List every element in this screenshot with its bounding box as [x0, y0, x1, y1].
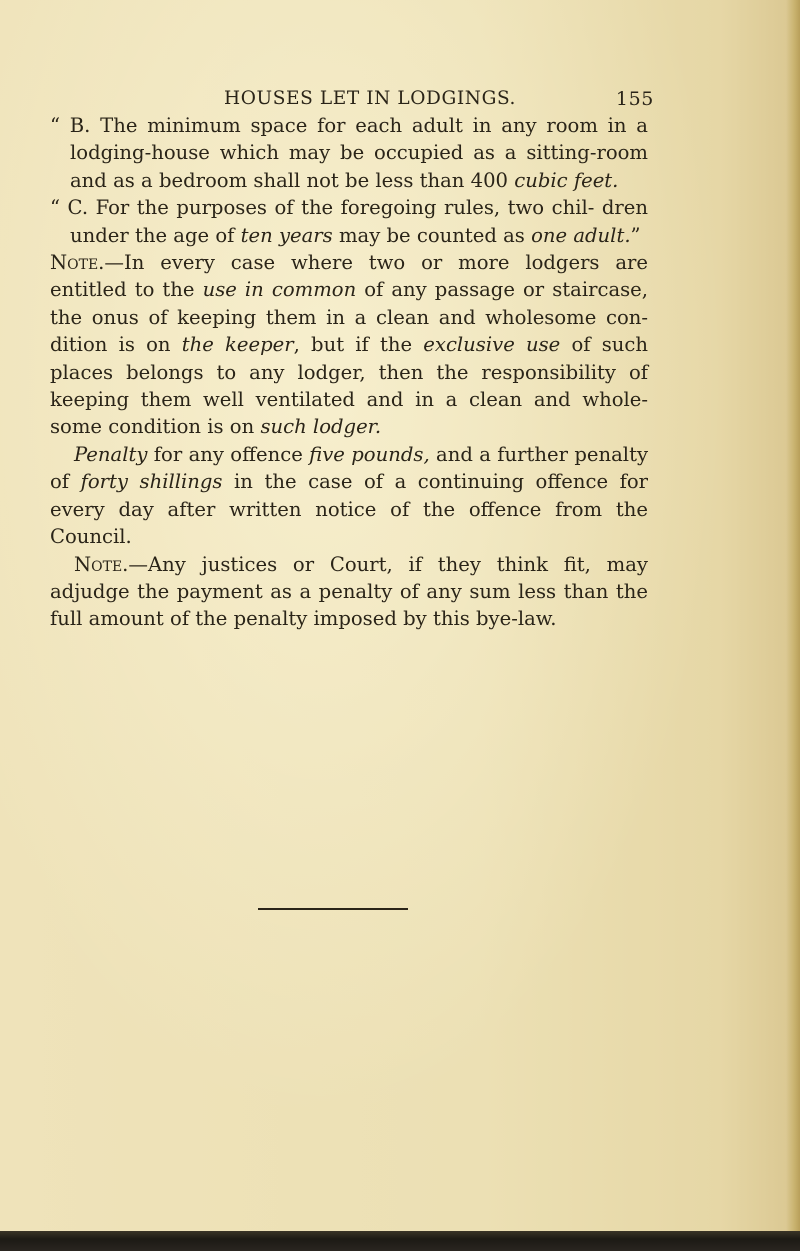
note-emphasis: use in common [202, 278, 357, 302]
scan-bottom-edge [0, 1231, 800, 1251]
paragraph-rule-b [50, 112, 648, 194]
page-edge [786, 0, 800, 1251]
end-rule [258, 908, 408, 910]
rule-b-emphasis: cubic feet. [514, 168, 619, 192]
note-label: Note. [74, 552, 129, 576]
note-emphasis: exclusive use [423, 333, 561, 357]
penalty-emphasis: forty shillings [80, 470, 223, 494]
penalty-emphasis: five pounds, [309, 442, 430, 466]
penalty-text: in the case of a continuing offence for every day after written notice of the offence from the Council. [50, 470, 649, 549]
note-emphasis: such lodger. [260, 415, 382, 439]
rule-c-text: ” [630, 223, 641, 247]
rule-c-emphasis: one adult. [531, 223, 631, 247]
note-emphasis: the keeper [181, 333, 294, 357]
rule-c-emphasis: ten years [240, 223, 333, 247]
note-text: , but if the [293, 333, 424, 357]
page-body [50, 112, 648, 633]
penalty-text: for any offence [147, 442, 310, 466]
note-text: of such places belongs to any lodger, then the responsibility of keeping them well ventilated and in a clean and whole- some condition is on [50, 333, 648, 439]
rule-b-text: “ B. The minimum space for each adult in any room in a lodging-house which may be occupied as a sitting-room and as a bedroom shall not be less than 400 [50, 114, 648, 192]
paragraph-note-2 [50, 551, 648, 633]
rule-c-text: may be counted as [332, 223, 532, 247]
rule-c-text: “ C. For the purposes of the foregoing rules, two chil- dren under the age of [50, 196, 648, 247]
note-text: of any passage or staircase, the onus of keeping them in a clean and wholesome con- dition is on [50, 278, 649, 357]
note-label: Note. [50, 251, 105, 275]
note-text: —In every case where two or more lodgers are entitled to the [50, 251, 648, 302]
paragraph-rule-c [50, 194, 648, 249]
paragraph-note-1 [50, 249, 648, 441]
paragraph-penalty [50, 441, 648, 551]
note-text: —Any justices or Court, if they think fit, may adjudge the payment as a penalty of any sum less than the full amount of the penalty imposed by this bye-law. [50, 552, 648, 631]
page-number: 155 [615, 88, 654, 110]
penalty-emphasis: Penalty [74, 442, 148, 466]
running-head: HOUSES LET IN LODGINGS. [224, 88, 517, 109]
penalty-text: and a further penalty of [50, 442, 649, 494]
